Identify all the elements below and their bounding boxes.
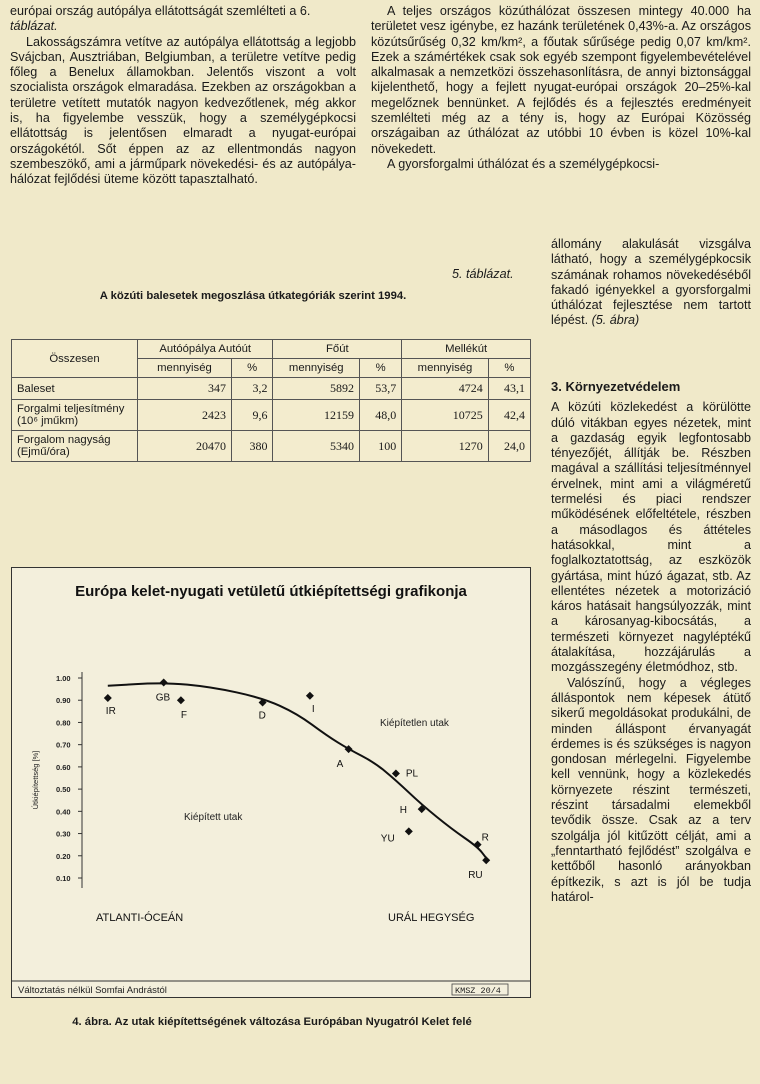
y-tick-label: 0.50 <box>56 785 71 795</box>
data-point-f <box>177 696 185 704</box>
table-row <box>12 378 531 400</box>
right-text-column-lower <box>551 379 751 905</box>
data-label-yu: YU <box>380 833 395 845</box>
y-tick-group <box>56 674 82 883</box>
header-group-minor-road: Mellékút <box>402 340 531 359</box>
y-axis-label: Útkiépítettség [%] <box>31 750 40 810</box>
y-tick-label: 0.30 <box>56 829 71 839</box>
y-tick-label: 0.40 <box>56 807 71 817</box>
data-point-r <box>474 841 482 849</box>
sub-pct: % <box>488 359 530 378</box>
right-paragraph-2-start: A gyorsforgalmi úthálózat és a személygépkocsi- <box>387 156 660 171</box>
x-label-left: ATLANTI-ÓCEÁN <box>96 912 184 924</box>
table-title: A közúti balesetek megoszlása útkategóriák szerint 1994. <box>99 290 407 302</box>
sub-qty: mennyiség <box>138 359 232 378</box>
data-label-gb: GB <box>155 692 171 704</box>
data-point-pl <box>392 770 400 778</box>
table-header-row <box>12 340 531 359</box>
data-point-ir <box>104 694 112 702</box>
y-tick-label: 0.80 <box>56 718 71 728</box>
sub-pct: % <box>231 359 273 378</box>
right-paragraph-4: Valószínű, hogy a végleges álláspontok nem képesek átütő sikerű megoldásokat produkálni, de minden álláspont érvanyagát érdemes is és szükséges is nagyon gondosan mérlegelni. Figyelembe kell vennünk, hogy a közlekedés környezete részint természeti, részint társadalmi elemekből tevődik össze. Csak az a terv szolgálja jól kitűzött célját, ami a „fenntartható fejlődést” szolgálva e kettőből hasonló arányokban építkezik, s azt is jól be tudja határol- <box>551 675 751 904</box>
row-label: Forgalmi teljesítmény (10⁶ jműkm) <box>12 400 138 431</box>
data-points <box>104 678 490 881</box>
chart-svg <box>12 568 530 997</box>
left-text-column <box>10 4 356 188</box>
data-point-yu <box>405 827 413 835</box>
data-point-i <box>306 692 314 700</box>
cell: 48,0 <box>360 400 402 431</box>
chart-footer-credit: Változtatás nélkül Somfai Andrástól <box>18 985 167 996</box>
left-intro <box>10 4 356 35</box>
right-paragraph-1: A teljes országos közúthálózat összesen mintegy 40.000 ha területet vesz igénybe, ez hazánk területének 0,43%-a. Az országos közútsűrűség 0,32 km/km², a főutak sűrűsége pedig 0,07 km/km². Ezek a számértékek csak sok egyéb szempont figyelembevételével alkalmasak a nemzetközi összehasonlításra, de annyi biztonsággal kijelenthető, hogy a fejlett nyugat-európai országok 20–25%-kal megelőznek bennünket. A fejlődés és a fejlesztés eredményeit szemlélteti még az a tény is, hogy az Európai Közösség országaiban az úthálózat az utóbbi 10 évben is közel 10%-kal növekedett. <box>371 4 751 156</box>
section-heading: 3. Környezetvédelem <box>551 379 681 394</box>
cell: 20470 <box>138 431 232 462</box>
y-tick-label: 0.60 <box>56 762 71 772</box>
cell: 42,4 <box>488 400 530 431</box>
cell: 1270 <box>402 431 489 462</box>
data-point-ru <box>482 856 490 864</box>
cell: 9,6 <box>231 400 273 431</box>
y-tick-label: 0.20 <box>56 851 71 861</box>
right-paragraph-2-body: állomány alakulását vizsgálva látható, hogy a személygépkocsik számának rohamos növekedéséből fakadó igényekkel a gyorsforgalmi úthálózat fejlesztése nem tartott lépést. <box>551 237 751 328</box>
chart-title: Európa kelet-nyugati vetületű útkiépítettségi grafikonja <box>75 583 467 600</box>
cell: 5340 <box>273 431 360 462</box>
y-tick-label: 0.70 <box>56 740 71 750</box>
header-group-motorway: Autóópálya Autóút <box>138 340 273 359</box>
cell: 100 <box>360 431 402 462</box>
data-point-gb <box>160 678 168 686</box>
trend-curve <box>105 683 486 858</box>
data-label-h: H <box>399 805 407 817</box>
y-tick-label: 0.90 <box>56 696 71 706</box>
chart-footer-code: KMSZ 20/4 <box>455 986 501 996</box>
table-row <box>12 431 531 462</box>
cell: 24,0 <box>488 431 530 462</box>
cell: 12159 <box>273 400 360 431</box>
right-paragraph-3: A közúti közlekedést a körülötte dúló vitákban egyes nézetek, mint a gazdaság egyik legfontosabb tényezőjét, állítják be. Részben magával a szállítási teljesítménnyel érvelnek, mint ami a világméretű termelési és piaci rendszer működésének előfeltétele, részben a másodlagos és áttételes hatásokkal, mint a foglalkoztatottság, az eszközök gyártása, mint húzó ágazat, stb. Az ellentétes nézetek a motorizáció káros hatásait hangsúlyozzák, mint a károsanyag-kibocsátás, a természeti környezet nagyléptékű átalakítása, hozzájárulás a mozgásszegény életmódhoz, stb. <box>551 400 751 675</box>
left-intro-text: európai ország autópálya ellátottságát szemlélteti a 6. <box>10 4 311 18</box>
header-group-main-road: Főút <box>273 340 402 359</box>
data-label-d: D <box>258 710 266 722</box>
right-text-column-top <box>371 4 751 172</box>
annotation-built: Kiépített utak <box>184 812 243 823</box>
cell: 4724 <box>402 378 489 400</box>
data-label-a: A <box>336 759 344 771</box>
row-label: Baleset <box>12 378 138 400</box>
right-text-column-narrow <box>551 237 751 329</box>
annotation-unbuilt: Kiépítetlen utak <box>380 718 449 729</box>
data-label-ir: IR <box>105 706 116 717</box>
cell: 5892 <box>273 378 360 400</box>
x-label-right: URÁL HEGYSÉG <box>388 912 475 924</box>
figure-reference: (5. ábra) <box>591 313 640 328</box>
header-total: Összesen <box>12 340 138 378</box>
data-label-ru: RU <box>468 870 483 882</box>
data-label-f: F <box>180 710 188 722</box>
cell: 10725 <box>402 400 489 431</box>
sub-pct: % <box>360 359 402 378</box>
y-tick-label: 0.10 <box>56 874 71 883</box>
cell: 43,1 <box>488 378 530 400</box>
left-paragraph: Lakosságszámra vetítve az autópálya ellátottság a legjobb Svájcban, Ausztriában, Belgiumban, a területre vetítve pedig főleg a Benelux államokban. Jelentős viszont a volt szocialista országok elmaradása. Ezekben az országokban a területre vetített mutatók nagyon kedvezőtlenek, még akkor is, ha figyelembe vesszük, hogy a személygépkocsi ellátottság is jelentősen elmaradt a nyugat-európai országokétól. Sőt éppen az az ellentmondás nagyon szembeszökő, ami a járműpark növekedési- és az autópálya-hálózat fejlődési üteme között tapasztalható. <box>10 34 356 187</box>
cell: 380 <box>231 431 273 462</box>
figure-caption: 4. ábra. Az utak kiépítettségének változása Európában Nyugatról Kelet felé <box>72 1016 472 1028</box>
cell: 53,7 <box>360 378 402 400</box>
cell: 3,2 <box>231 378 273 400</box>
data-label-r: R <box>481 832 489 844</box>
sub-qty: mennyiség <box>402 359 489 378</box>
sub-qty: mennyiség <box>273 359 360 378</box>
accident-table <box>11 339 531 462</box>
data-label-pl: PL <box>405 768 419 780</box>
table-row <box>12 400 531 431</box>
cell: 347 <box>138 378 232 400</box>
data-label-i: I <box>311 703 315 715</box>
chart-frame <box>11 567 531 998</box>
row-label: Forgalom nagyság (Ejmű/óra) <box>12 431 138 462</box>
y-tick-label: 1.00 <box>56 674 71 683</box>
cell: 2423 <box>138 400 232 431</box>
table-label: 5. táblázat. <box>452 267 514 281</box>
left-intro-italic: táblázat. <box>10 19 58 34</box>
right-paragraph-2-rest <box>551 237 751 329</box>
